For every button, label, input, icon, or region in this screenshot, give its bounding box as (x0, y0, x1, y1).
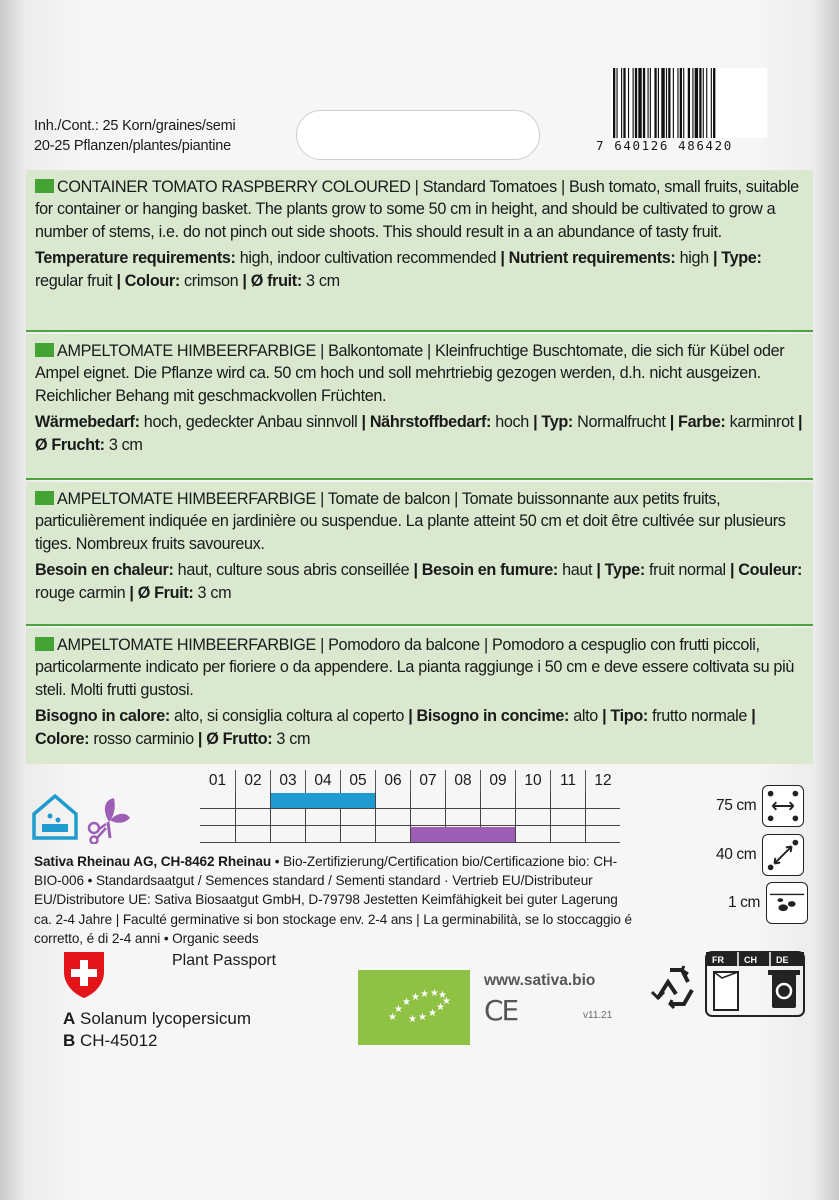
eu-logo-star: ★ (430, 988, 439, 999)
barcode-bar (688, 68, 690, 138)
attr-value: 3 cm (301, 271, 340, 290)
attr-value: fruit normal (644, 561, 730, 580)
recycle-label-ch: CH (744, 955, 757, 965)
calendar-month-09: 09 (480, 770, 515, 792)
attr-key: Wärmebedarf: (35, 413, 140, 432)
attr-value: 3 cm (104, 435, 143, 454)
eu-logo-star: ★ (408, 1014, 417, 1025)
attr-value: Normalfrucht (572, 413, 670, 432)
section-intro: AMPELTOMATE HIMBEERFARBIGE | Pomodoro da balcone | Pomodoro a cespuglio con frutti piccoli, particolarmente indicato per fioriere o da appendere. La pianta raggiunge i 50 cm e deve essere coltivata su più steli. Molti frutti gustosi. (35, 636, 794, 699)
calendar-gridline (480, 809, 481, 825)
barcode-bar (616, 68, 617, 138)
barcode-bar (628, 68, 629, 138)
attr-key: | Type: (712, 249, 762, 268)
calendar-gridline (550, 792, 551, 808)
greenhouse-sowing-icon (30, 792, 80, 842)
calendar-gridline (585, 792, 586, 808)
calendar-month-10: 10 (515, 770, 550, 792)
calendar-month-12: 12 (585, 770, 620, 792)
row-spacing (716, 785, 804, 827)
calendar-month-05: 05 (340, 770, 375, 792)
section-divider (26, 624, 813, 626)
section-attributes (35, 705, 803, 750)
barcode-number: 7 640126 486420 (596, 138, 733, 153)
section-french (26, 482, 813, 624)
calendar-gridline (550, 826, 551, 842)
version-label: v11.21 (583, 1010, 613, 1021)
barcode-bar (638, 68, 641, 138)
barcode-bar (666, 68, 667, 138)
calendar-gridline (235, 826, 236, 842)
recycle-label-fr: FR (712, 955, 724, 965)
passport-a-value: Solanum lycopersicum (75, 1009, 252, 1028)
green-square-marker (35, 637, 54, 651)
attr-key: | Besoin en fumure: (413, 561, 558, 580)
attr-value: high, indoor cultivation recommended (235, 249, 501, 268)
barcode-bar (695, 68, 698, 138)
passport-a-label: A (63, 1009, 76, 1028)
calendar-gridline (375, 809, 376, 825)
attr-value: frutto normale (647, 707, 752, 726)
barcode-bar (699, 68, 701, 138)
calendar-row-sowing (200, 792, 620, 809)
sowing-depth-value: 1 cm (728, 894, 760, 911)
calendar-gridline (410, 792, 411, 808)
attr-key: Besoin en chaleur: (35, 561, 174, 580)
attr-key: Temperature requirements: (35, 249, 236, 268)
sowing-depth (728, 882, 808, 924)
section-attributes (35, 411, 803, 456)
barcode-bar (633, 68, 634, 138)
section-italian (26, 628, 813, 764)
attr-value: hoch (491, 413, 534, 432)
attr-key: | Ø Fruit: (129, 583, 194, 602)
barcode-bar (711, 68, 712, 138)
calendar-gridline (270, 809, 271, 825)
calendar-gridline (445, 792, 446, 808)
hang-hole (296, 110, 540, 160)
eu-logo-star: ★ (442, 996, 451, 1007)
attr-key: | Ø fruit: (242, 271, 302, 290)
recycling-disposal-icons (648, 950, 808, 1020)
swiss-shield-icon (62, 950, 106, 1000)
calendar-month-08: 08 (445, 770, 480, 792)
calendar-gridline (235, 792, 236, 808)
package-contents (34, 116, 236, 156)
attr-value: rosso carminio (89, 729, 198, 748)
calendar-month-04: 04 (305, 770, 340, 792)
calendar-gridline (340, 826, 341, 842)
barcode-bar (643, 68, 645, 138)
company-info (34, 852, 634, 948)
barcode-bar (650, 68, 651, 138)
calendar-gridline (375, 826, 376, 842)
calendar-month-02: 02 (235, 770, 270, 792)
row-spacing-icon (762, 785, 804, 827)
attr-value: regular fruit (35, 271, 117, 290)
calendar-gridline (305, 826, 306, 842)
plant-passport-title: Plant Passport (172, 952, 277, 969)
attr-key: | Couleur: (729, 561, 803, 580)
calendar-gridline (585, 826, 586, 842)
green-square-marker (35, 179, 54, 193)
calendar-gridline (550, 809, 551, 825)
eu-logo-star: ★ (438, 990, 447, 1001)
passport-b-value: CH-45012 (75, 1031, 158, 1050)
passport-b-label: B (63, 1031, 76, 1050)
attr-key: | Nährstoffbedarf: (361, 413, 492, 432)
eu-logo-star: ★ (420, 989, 429, 1000)
attr-key: | Typ: (533, 413, 573, 432)
calendar-month-01: 01 (208, 772, 227, 789)
attr-key: | Tipo: (602, 707, 648, 726)
eu-logo-star: ★ (402, 997, 411, 1008)
calendar-row-empty (200, 809, 620, 826)
calendar-month-07: 07 (410, 770, 445, 792)
plant-spacing-value: 40 cm (716, 846, 757, 863)
attr-key: | Bisogno in concime: (408, 707, 570, 726)
calendar-month-header (200, 770, 620, 792)
calendar-gridline (515, 792, 516, 808)
eu-logo-star: ★ (418, 1012, 427, 1023)
sowing-depth-icon (766, 882, 808, 924)
passport-line-a (63, 1008, 251, 1030)
company-name: Sativa Rheinau AG, CH-8462 Rheinau (34, 854, 272, 869)
barcode-bar (703, 68, 704, 138)
calendar-gridline (515, 826, 516, 842)
barcode-bar (658, 68, 659, 138)
attr-value: alto, si consiglia coltura al coperto (169, 707, 409, 726)
passport-line-b (63, 1030, 251, 1052)
green-square-marker (35, 343, 54, 357)
section-intro: CONTAINER TOMATO RASPBERRY COLOURED | Standard Tomatoes | Bush tomato, small fruits, suitable for container or hanging basket. The plants grow to some 50 cm in height, and should be cultivated to grow a number of stems, i.e. do not pinch out side shoots. This should result in a an abundance of tasty fruit. (35, 178, 799, 241)
section-divider (26, 478, 813, 480)
calendar-gridline (585, 809, 586, 825)
calendar-gridline (410, 809, 411, 825)
contents-line-plants: 20-25 Pflanzen/plantes/piantine (34, 138, 231, 154)
attr-value: hoch, gedeckter Anbau sinnvoll (139, 413, 362, 432)
barcode-bar (613, 68, 615, 138)
ce-mark: CE (484, 994, 518, 1027)
barcode-bar (673, 68, 674, 138)
sowing-harvest-calendar (200, 770, 620, 843)
section-divider (26, 330, 813, 332)
attr-value: haut, culture sous abris conseillée (173, 561, 414, 580)
barcode-bar (635, 68, 637, 138)
calendar-month-06: 06 (375, 770, 410, 792)
barcode-bar (648, 68, 649, 138)
section-attributes (35, 247, 803, 292)
barcode-bar (677, 68, 678, 138)
harvest-scissors-icon (84, 792, 134, 844)
section-german (26, 334, 813, 478)
eu-logo-star: ★ (388, 1012, 397, 1023)
barcode-bar (654, 68, 656, 138)
website-link[interactable]: www.sativa.bio (484, 972, 596, 989)
calendar-month-11: 11 (550, 770, 585, 792)
attr-key: | Type: (596, 561, 645, 580)
attr-key: | Ø Frutto: (197, 729, 273, 748)
barcode-bar (668, 68, 670, 138)
barcode-bar (683, 68, 684, 138)
barcode-bar (680, 68, 682, 138)
attr-value: rouge carmin (35, 583, 130, 602)
attr-key: | Colore: (35, 707, 756, 748)
eu-logo-star: ★ (428, 1008, 437, 1019)
calendar-gridline (515, 809, 516, 825)
company-details: • Bio-Zertifizierung/Certification bio/Certificazione bio: CH-BIO-006 • Standardsaatgut / Semences standard / Sementi standard · Vertrieb EU/Distributeur EU/Distributore UE: Sativa Biosaatgut GmbH, D-79798 Jestetten Keimfähigkeit bei guter Lagerung ca. 2-4 Jahre | Faculté germinative si bon stockage env. 2-4 ans | La germinabilità, se lo stoccaggio é corretto, é di 2-4 anni • Organic seeds (34, 854, 632, 946)
section-attributes (35, 559, 803, 604)
barcode-bar (623, 68, 625, 138)
section-intro: AMPELTOMATE HIMBEERFARBIGE | Tomate de balcon | Tomate buissonnante aux petits fruits, particulièrement indiquée en jardinière ou suspendue. La plante atteint 50 cm et doit être cultivée sur plusieurs tiges. Nombreux fruits savoureux. (35, 490, 786, 553)
barcode-bar (661, 68, 664, 138)
calendar-gridline (340, 809, 341, 825)
calendar-gridline (270, 826, 271, 842)
eu-logo-star: ★ (394, 1004, 403, 1015)
green-square-marker (35, 491, 54, 505)
calendar-row-harvest (200, 826, 620, 843)
calendar-gridline (375, 792, 376, 808)
plant-spacing (716, 834, 804, 876)
attr-key: | Colour: (116, 271, 180, 290)
calendar-month-03: 03 (270, 770, 305, 792)
contents-line-seeds: Inh./Cont.: 25 Korn/graines/semi (34, 118, 236, 134)
plant-spacing-icon (762, 834, 804, 876)
calendar-gridline (445, 809, 446, 825)
harvest-period-bar (411, 827, 515, 842)
eu-logo-star: ★ (436, 1002, 445, 1013)
eu-organic-logo (358, 970, 470, 1045)
calendar-gridline (235, 809, 236, 825)
attr-value: crimson (179, 271, 243, 290)
section-english (26, 170, 813, 330)
attr-value: haut (557, 561, 597, 580)
section-intro: AMPELTOMATE HIMBEERFARBIGE | Balkontomate | Kleinfruchtige Buschtomate, die sich für Kübel oder Ampel eignet. Die Pflanze wird ca. 50 cm hoch und soll mehrtriebig gezogen werden, d.h. nicht ausgeizen. Reichlicher Behang mit geschmackvollen Früchten. (35, 342, 785, 405)
attr-value: 3 cm (193, 583, 232, 602)
attr-key: Bisogno in calore: (35, 707, 170, 726)
attr-key: | Nutrient requirements: (500, 249, 676, 268)
sowing-period-bar (271, 793, 375, 808)
barcode-bar (621, 68, 622, 138)
row-spacing-value: 75 cm (716, 797, 757, 814)
barcode-bar (713, 68, 715, 138)
attr-key: | Ø Frucht: (35, 413, 803, 454)
calendar-gridline (480, 792, 481, 808)
attr-value: karminrot (725, 413, 799, 432)
plant-passport-details (63, 1008, 251, 1052)
attr-key: | Farbe: (669, 413, 726, 432)
barcode-bar (692, 68, 693, 138)
calendar-gridline (305, 809, 306, 825)
barcode (611, 68, 767, 138)
recycle-label-de: DE (776, 955, 789, 965)
attr-value: 3 cm (272, 729, 311, 748)
attr-value: high (675, 249, 713, 268)
barcode-bar (706, 68, 707, 138)
eu-logo-star: ★ (411, 992, 420, 1003)
attr-value: alto (569, 707, 603, 726)
